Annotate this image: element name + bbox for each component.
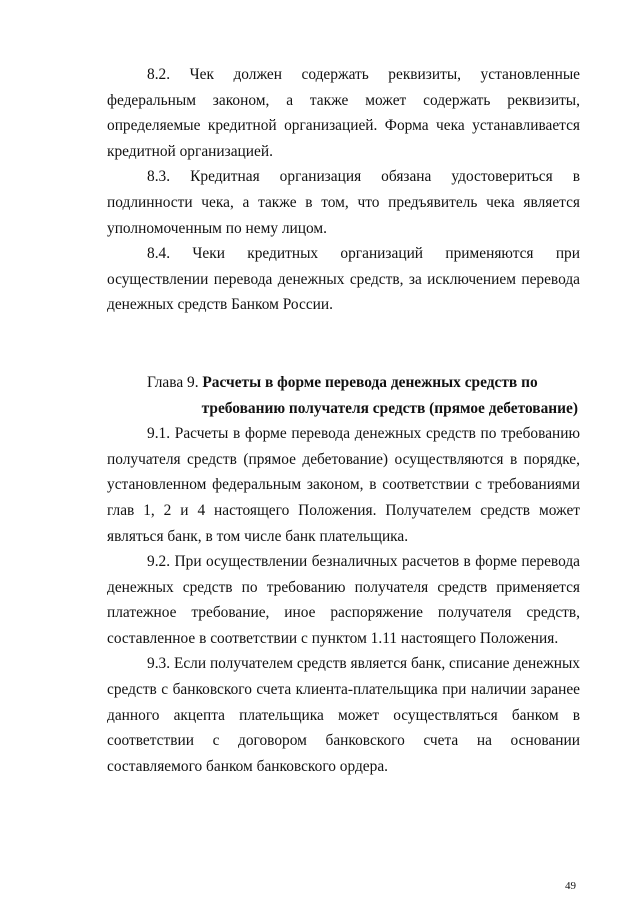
document-page [107, 62, 580, 779]
chapter-heading-line1 [107, 370, 580, 396]
chapter-title-part1: Расчеты в форме перевода денежных средств по [202, 373, 538, 391]
paragraph-9-2: 9.2. При осуществлении безналичных расчетов в форме перевода денежных средств по требованию получателя средств применяется платежное требование, иное распоряжение получателя средств, составленное в соответствии с пунктом 1.11 настоящего Положения. [107, 553, 580, 647]
chapter-prefix: Глава 9. [147, 373, 199, 391]
paragraph-9-3: 9.3. Если получателем средств является банк, списание денежных средств с банковского счета клиента-плательщика при наличии заранее данного акцепта плательщика может осуществляться банком в соответствии с договором банковского счета на основании составляемого банком банковского ордера. [107, 655, 580, 775]
paragraph-8-2: 8.2. Чек должен содержать реквизиты, установленные федеральным законом, а также может содержать реквизиты, определяемые кредитной организацией. Форма чека устанавливается кредитной организацией. [107, 66, 580, 160]
paragraph-9-1: 9.1. Расчеты в форме перевода денежных средств по требованию получателя средств (прямое дебетование) осуществляются в порядке, установленном федеральным законом, в соответствии с требованиями глав 1, 2 и 4 настоящего Положения. Получателем средств может являться банк, в том числе банк плательщика. [107, 425, 580, 545]
page-number: 49 [565, 880, 576, 892]
chapter-title-part2: требованию получателя средств (прямое дебетование) [201, 399, 578, 417]
paragraph-8-3: 8.3. Кредитная организация обязана удостовериться в подлинности чека, а также в том, что предъявитель чека является уполномоченным по нему лицом. [107, 168, 580, 237]
paragraph-8-4: 8.4. Чеки кредитных организаций применяются при осуществлении перевода денежных средств, за исключением перевода денежных средств Банком России. [107, 245, 580, 314]
chapter-heading-line2 [107, 396, 580, 422]
chapter-9-heading [107, 370, 580, 421]
